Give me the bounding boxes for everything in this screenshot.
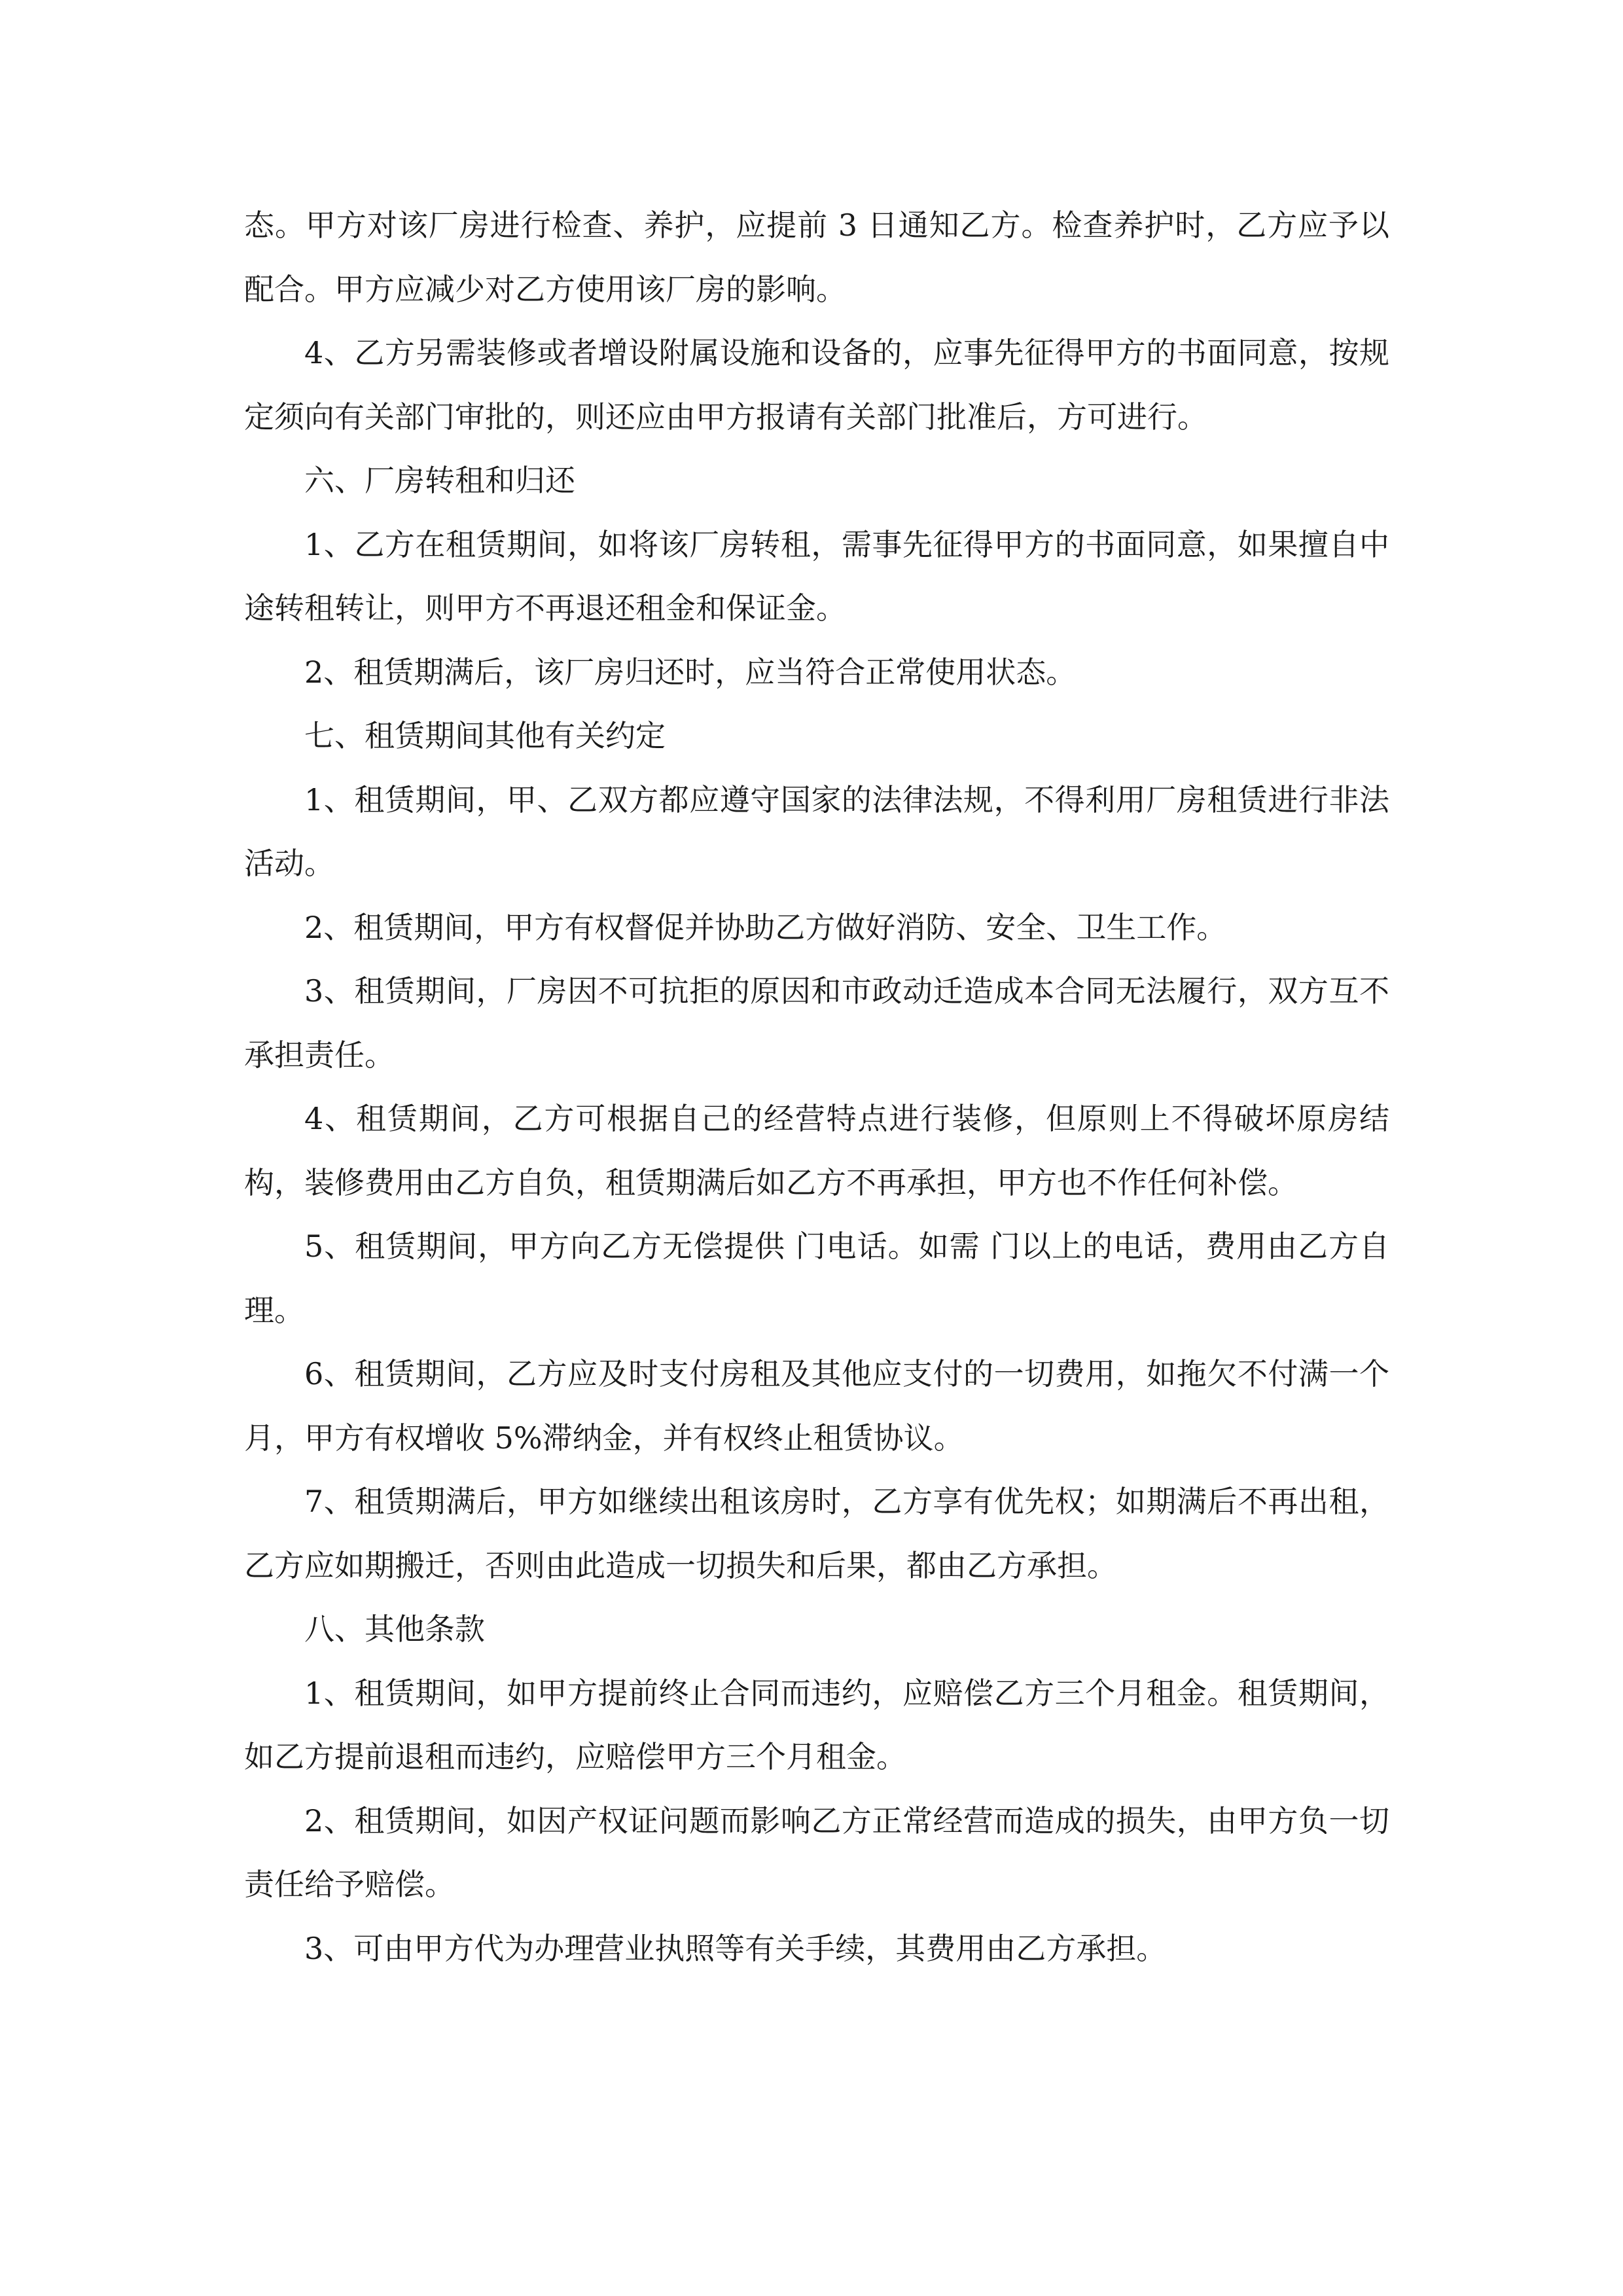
paragraph-clause-7-1: 1、租赁期间，甲、乙双方都应遵守国家的法律法规，不得利用厂房租赁进行非法活动。 xyxy=(244,781,1389,881)
paragraph-clause-8-3: 3、可由甲方代为办理营业执照等有关手续，其费用由乙方承担。 xyxy=(304,1930,1167,1966)
paragraph-clause-7-5: 5、租赁期间，甲方向乙方无偿提供 门电话。如需 门以上的电话，费用由乙方自理。 xyxy=(244,1229,1389,1328)
section-heading-8: 八、其他条款 xyxy=(304,1611,485,1647)
paragraph-clause-6-1: 1、乙方在租赁期间，如将该厂房转租，需事先征得甲方的书面同意，如果擅自中途转租转让，则甲方不再退还租金和保证金。 xyxy=(244,526,1389,626)
paragraph-clause-6-2: 2、租赁期满后，该厂房归还时，应当符合正常使用状态。 xyxy=(304,654,1077,690)
paragraph-clause-7-2: 2、租赁期间，甲方有权督促并协助乙方做好消防、安全、卫生工作。 xyxy=(304,909,1227,945)
section-heading-7: 七、租赁期间其他有关约定 xyxy=(304,718,666,753)
section-heading-6: 六、厂房转租和归还 xyxy=(304,463,575,498)
paragraph-continuation: 态。甲方对该厂房进行检查、养护，应提前 3 日通知乙方。检查养护时，乙方应予以配合。甲方应减少对乙方使用该厂房的影响。 xyxy=(244,207,1389,307)
paragraph-clause-5-4: 4、乙方另需装修或者增设附属设施和设备的，应事先征得甲方的书面同意，按规定须向有关部门审批的，则还应由甲方报请有关部门批准后，方可进行。 xyxy=(244,335,1389,435)
paragraph-clause-8-1: 1、租赁期间，如甲方提前终止合同而违约，应赔偿乙方三个月租金。租赁期间，如乙方提前退租而违约，应赔偿甲方三个月租金。 xyxy=(244,1675,1389,1774)
paragraph-clause-7-4: 4、租赁期间，乙方可根据自己的经营特点进行装修，但原则上不得破坏原房结构，装修费用由乙方自负，租赁期满后如乙方不再承担，甲方也不作任何补偿。 xyxy=(244,1101,1389,1200)
document-body xyxy=(244,194,1389,1981)
paragraph-clause-7-7: 7、租赁期满后，甲方如继续出租该房时，乙方享有优先权；如期满后不再出租，乙方应如期搬迁，否则由此造成一切损失和后果，都由乙方承担。 xyxy=(244,1484,1389,1583)
paragraph-clause-8-2: 2、租赁期间，如因产权证问题而影响乙方正常经营而造成的损失，由甲方负一切责任给予赔偿。 xyxy=(244,1803,1389,1902)
paragraph-clause-7-6: 6、租赁期间，乙方应及时支付房租及其他应支付的一切费用，如拖欠不付满一个月，甲方有权增收 5%滞纳金，并有权终止租赁协议。 xyxy=(244,1356,1389,1456)
paragraph-clause-7-3: 3、租赁期间，厂房因不可抗拒的原因和市政动迁造成本合同无法履行，双方互不承担责任。 xyxy=(244,973,1389,1073)
